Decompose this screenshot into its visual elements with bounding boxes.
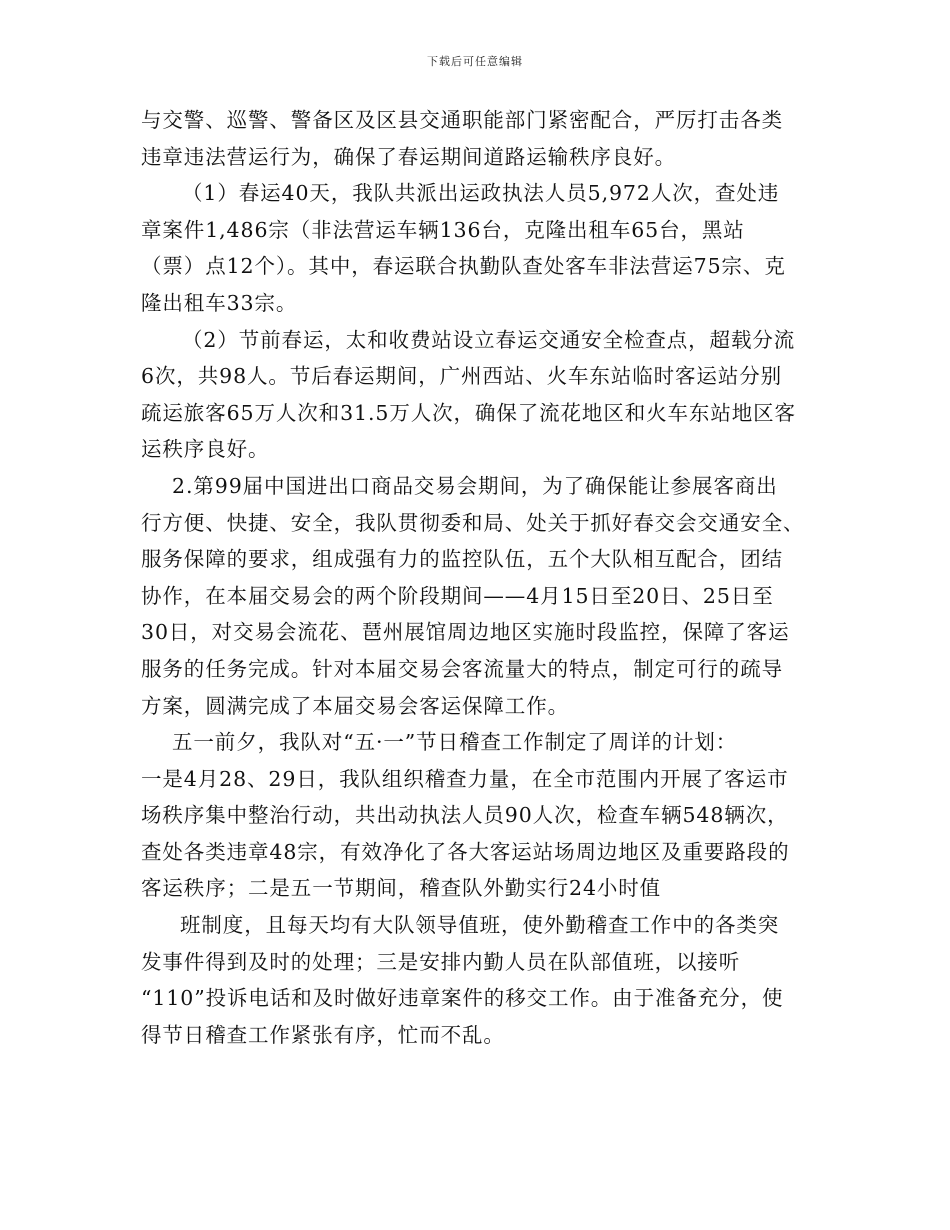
text-line: “110”投诉电话和及时做好违章案件的移交工作。由于准备充分，使 xyxy=(141,986,784,1011)
text-line: 发事件得到及时的处理；三是安排内勤人员在队部值班，以接听 xyxy=(141,949,741,974)
text-line: 查处各类违章48宗，有效净化了各大客运站场周边地区及重要路段的 xyxy=(141,839,790,864)
text-line: 运秩序良好。 xyxy=(141,437,270,462)
text-line: （1）春运40天，我队共派出运政执法人员5,972人次，查处违 xyxy=(182,181,780,206)
text-line: （2）节前春运，太和收费站设立春运交通安全检查点，超载分流 xyxy=(182,327,796,352)
text-line: 服务保障的要求，组成强有力的监控队伍，五个大队相互配合，团结 xyxy=(141,547,783,572)
text-line: 违章违法营运行为，确保了春运期间道路运输秩序良好。 xyxy=(141,144,676,169)
text-line: 服务的任务完成。针对本届交易会客流量大的特点，制定可行的疏导 xyxy=(141,656,783,681)
text-line: 2.第99届中国进出口商品交易会期间，为了确保能让参展客商出 xyxy=(172,473,778,498)
text-line: 五一前夕，我队对“五·一”节日稽查工作制定了周详的计划： xyxy=(172,730,738,755)
text-line: 6次，共98人。节后春运期间，广州西站、火车东站临时客运站分别 xyxy=(141,364,783,389)
body-text xyxy=(141,102,817,1053)
text-line: （票）点12个）。其中，春运联合执勤队查处客车非法营运75宗、克 xyxy=(141,254,786,279)
text-line: 30日，对交易会流花、琶州展馆周边地区实施时段监控，保障了客运 xyxy=(141,620,790,645)
text-line: 疏运旅客65万人次和31.5万人次，确保了流花地区和火车东站地区客 xyxy=(141,400,796,425)
text-line: 章案件1,486宗（非法营运车辆136台，克隆出租车65台，黑站 xyxy=(141,217,745,242)
text-line: 协作，在本届交易会的两个阶段期间——4月15日至20日、25日至 xyxy=(141,583,774,608)
text-line: 与交警、巡警、警备区及区县交通职能部门紧密配合，严厉打击各类 xyxy=(141,108,783,132)
text-line: 方案，圆满完成了本届交易会客运保障工作。 xyxy=(141,693,569,718)
text-line: 班制度，且每天均有大队领导值班，使外勤稽查工作中的各类突 xyxy=(180,913,780,938)
text-line: 行方便、快捷、安全，我队贯彻委和局、处关于抓好春交会交通安全、 xyxy=(141,510,805,535)
text-line: 客运秩序；二是五一节期间，稽查队外勤实行24小时值 xyxy=(141,876,662,901)
text-line: 场秩序集中整治行动，共出动执法人员90人次，检查车辆548辆次， xyxy=(141,803,789,828)
page-header: 下载后可任意编辑 xyxy=(427,55,523,68)
text-line: 隆出租车33宗。 xyxy=(141,290,298,315)
text-line: 一是4月28、29日，我队组织稽查力量，在全市范围内开展了客运市 xyxy=(141,766,789,791)
text-line: 得节日稽查工作紧张有序，忙而不乱。 xyxy=(141,1022,505,1047)
